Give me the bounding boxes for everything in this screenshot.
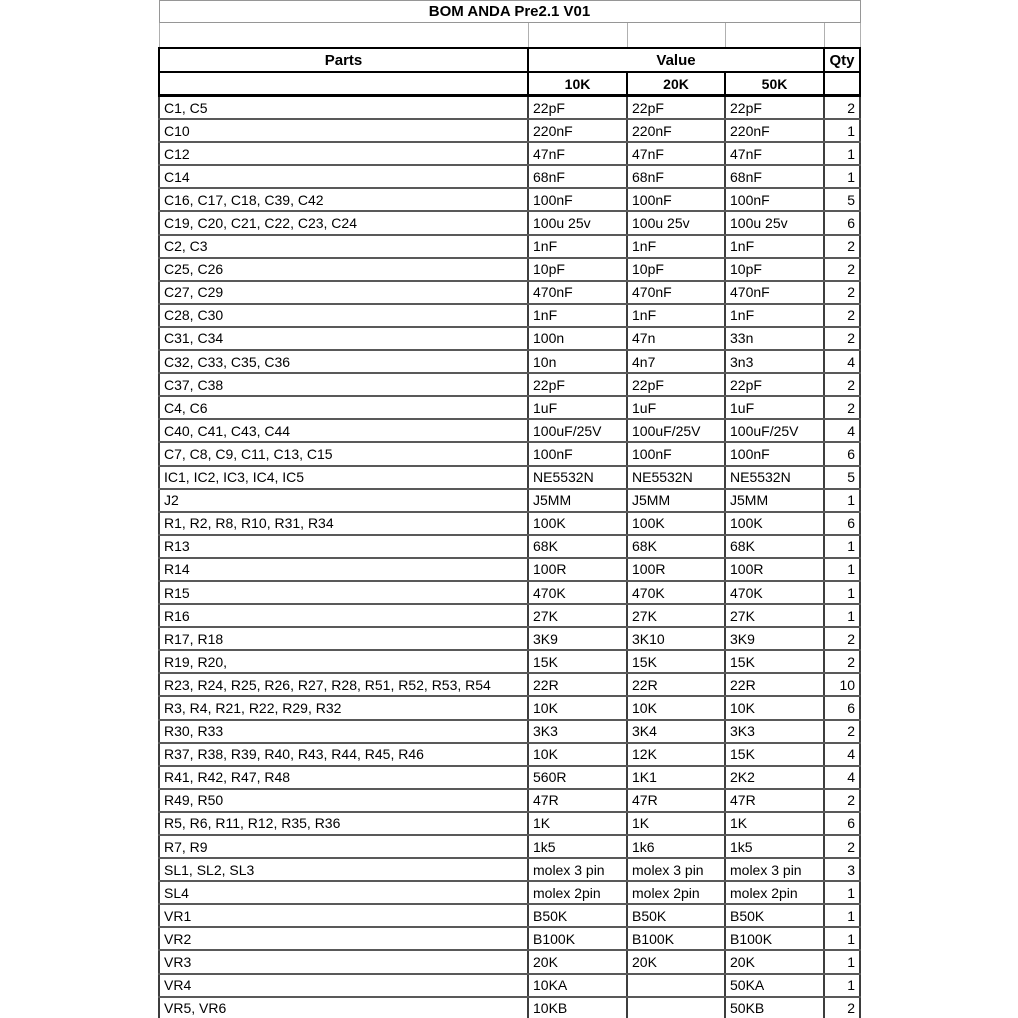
variant-header-qty-blank — [824, 72, 860, 96]
column-header-parts: Parts — [159, 48, 528, 72]
qty-cell: 1 — [824, 119, 860, 142]
value-20k-cell: 47R — [627, 789, 725, 812]
parts-cell: SL4 — [159, 881, 528, 904]
value-10k-cell: 47nF — [528, 142, 627, 165]
qty-cell: 5 — [824, 466, 860, 489]
value-50k-cell: 68nF — [725, 165, 824, 188]
table-row — [159, 512, 860, 535]
value-50k-cell: 10K — [725, 696, 824, 719]
value-20k-cell: 100u 25v — [627, 211, 725, 234]
parts-cell: R17, R18 — [159, 627, 528, 650]
parts-cell: C2, C3 — [159, 235, 528, 258]
spacer-cell — [528, 23, 627, 49]
parts-cell: R30, R33 — [159, 720, 528, 743]
value-20k-cell: 100nF — [627, 442, 725, 465]
parts-cell: C7, C8, C9, C11, C13, C15 — [159, 442, 528, 465]
value-10k-cell: 20K — [528, 950, 627, 973]
variant-header-blank — [159, 72, 528, 96]
value-10k-cell: 1uF — [528, 396, 627, 419]
value-10k-cell: B50K — [528, 904, 627, 927]
value-10k-cell: molex 2pin — [528, 881, 627, 904]
qty-cell: 2 — [824, 235, 860, 258]
value-50k-cell: 47R — [725, 789, 824, 812]
value-10k-cell: 100u 25v — [528, 211, 627, 234]
value-50k-cell: J5MM — [725, 489, 824, 512]
header-row — [159, 48, 860, 72]
parts-cell: R49, R50 — [159, 789, 528, 812]
qty-cell: 1 — [824, 558, 860, 581]
value-50k-cell: 47nF — [725, 142, 824, 165]
value-20k-cell: 1uF — [627, 396, 725, 419]
title-row — [159, 1, 860, 23]
qty-cell: 2 — [824, 627, 860, 650]
qty-cell: 5 — [824, 188, 860, 211]
parts-cell: SL1, SL2, SL3 — [159, 858, 528, 881]
value-50k-cell: 50KB — [725, 997, 824, 1018]
table-row — [159, 627, 860, 650]
bom-table-body — [159, 96, 860, 1018]
value-50k-cell: B100K — [725, 927, 824, 950]
value-50k-cell: 22R — [725, 673, 824, 696]
value-20k-cell: 100nF — [627, 188, 725, 211]
value-50k-cell: molex 3 pin — [725, 858, 824, 881]
value-50k-cell: 68K — [725, 535, 824, 558]
value-20k-cell: 4n7 — [627, 350, 725, 373]
value-10k-cell: 100K — [528, 512, 627, 535]
value-20k-cell: 22pF — [627, 373, 725, 396]
parts-cell: VR1 — [159, 904, 528, 927]
parts-cell: R7, R9 — [159, 835, 528, 858]
value-50k-cell: NE5532N — [725, 466, 824, 489]
table-row — [159, 419, 860, 442]
value-50k-cell: 20K — [725, 950, 824, 973]
qty-cell: 2 — [824, 304, 860, 327]
value-10k-cell: NE5532N — [528, 466, 627, 489]
value-20k-cell: 3K4 — [627, 720, 725, 743]
parts-cell: R13 — [159, 535, 528, 558]
value-50k-cell: 100nF — [725, 188, 824, 211]
value-10k-cell: 10KA — [528, 974, 627, 997]
value-10k-cell: 470K — [528, 581, 627, 604]
value-50k-cell: 100R — [725, 558, 824, 581]
value-10k-cell: 100nF — [528, 442, 627, 465]
bom-sheet — [158, 0, 861, 1018]
value-20k-cell: 10pF — [627, 258, 725, 281]
variant-header-row — [159, 72, 860, 96]
value-20k-cell: 10K — [627, 696, 725, 719]
value-50k-cell: 22pF — [725, 96, 824, 120]
value-10k-cell: 22pF — [528, 373, 627, 396]
qty-cell: 3 — [824, 858, 860, 881]
value-50k-cell: 1uF — [725, 396, 824, 419]
value-20k-cell: 1nF — [627, 235, 725, 258]
value-10k-cell: 1k5 — [528, 835, 627, 858]
parts-cell: VR4 — [159, 974, 528, 997]
table-row — [159, 188, 860, 211]
parts-cell: R23, R24, R25, R26, R27, R28, R51, R52, R53, R54 — [159, 673, 528, 696]
value-10k-cell: 10KB — [528, 997, 627, 1018]
table-row — [159, 535, 860, 558]
value-20k-cell: 1K1 — [627, 766, 725, 789]
value-20k-cell: 12K — [627, 743, 725, 766]
table-row — [159, 581, 860, 604]
parts-cell: R37, R38, R39, R40, R43, R44, R45, R46 — [159, 743, 528, 766]
qty-cell: 1 — [824, 904, 860, 927]
value-10k-cell: J5MM — [528, 489, 627, 512]
value-50k-cell: 220nF — [725, 119, 824, 142]
parts-cell: C1, C5 — [159, 96, 528, 120]
table-row — [159, 350, 860, 373]
table-row — [159, 119, 860, 142]
table-row — [159, 743, 860, 766]
value-20k-cell: molex 2pin — [627, 881, 725, 904]
parts-cell: C28, C30 — [159, 304, 528, 327]
table-row — [159, 96, 860, 120]
variant-header-10k: 10K — [528, 72, 627, 96]
value-50k-cell: 1nF — [725, 304, 824, 327]
value-10k-cell: 100n — [528, 327, 627, 350]
qty-cell: 2 — [824, 96, 860, 120]
qty-cell: 1 — [824, 581, 860, 604]
value-10k-cell: 10K — [528, 696, 627, 719]
qty-cell: 6 — [824, 696, 860, 719]
table-row — [159, 789, 860, 812]
value-50k-cell: 3n3 — [725, 350, 824, 373]
value-10k-cell: 100nF — [528, 188, 627, 211]
parts-cell: VR5, VR6 — [159, 997, 528, 1018]
value-10k-cell: 560R — [528, 766, 627, 789]
qty-cell: 2 — [824, 327, 860, 350]
value-20k-cell: B100K — [627, 927, 725, 950]
table-row — [159, 766, 860, 789]
qty-cell: 6 — [824, 442, 860, 465]
parts-cell: C32, C33, C35, C36 — [159, 350, 528, 373]
value-20k-cell — [627, 974, 725, 997]
value-10k-cell: 470nF — [528, 281, 627, 304]
value-10k-cell: B100K — [528, 927, 627, 950]
value-10k-cell: 1K — [528, 812, 627, 835]
qty-cell: 6 — [824, 211, 860, 234]
column-header-qty: Qty — [824, 48, 860, 72]
value-20k-cell: 1k6 — [627, 835, 725, 858]
value-20k-cell: 3K10 — [627, 627, 725, 650]
value-20k-cell: 100uF/25V — [627, 419, 725, 442]
value-20k-cell: 15K — [627, 650, 725, 673]
qty-cell: 4 — [824, 350, 860, 373]
value-20k-cell: NE5532N — [627, 466, 725, 489]
parts-cell: C27, C29 — [159, 281, 528, 304]
table-row — [159, 281, 860, 304]
table-row — [159, 396, 860, 419]
table-row — [159, 373, 860, 396]
table-row — [159, 165, 860, 188]
table-row — [159, 927, 860, 950]
table-row — [159, 858, 860, 881]
qty-cell: 1 — [824, 974, 860, 997]
table-row — [159, 950, 860, 973]
bom-table — [158, 0, 861, 1018]
table-row — [159, 835, 860, 858]
value-10k-cell: 22R — [528, 673, 627, 696]
value-50k-cell: 100uF/25V — [725, 419, 824, 442]
parts-cell: C19, C20, C21, C22, C23, C24 — [159, 211, 528, 234]
value-20k-cell: 1nF — [627, 304, 725, 327]
table-row — [159, 696, 860, 719]
qty-cell: 6 — [824, 812, 860, 835]
value-50k-cell: 3K9 — [725, 627, 824, 650]
qty-cell: 1 — [824, 535, 860, 558]
value-20k-cell: J5MM — [627, 489, 725, 512]
value-50k-cell: 470nF — [725, 281, 824, 304]
value-20k-cell: molex 3 pin — [627, 858, 725, 881]
qty-cell: 10 — [824, 673, 860, 696]
value-20k-cell: 220nF — [627, 119, 725, 142]
qty-cell: 6 — [824, 512, 860, 535]
parts-cell: C10 — [159, 119, 528, 142]
parts-cell: C31, C34 — [159, 327, 528, 350]
sheet-title: BOM ANDA Pre2.1 V01 — [159, 1, 860, 23]
table-row — [159, 142, 860, 165]
value-10k-cell: 47R — [528, 789, 627, 812]
qty-cell: 1 — [824, 927, 860, 950]
variant-header-50k: 50K — [725, 72, 824, 96]
spacer-cell — [159, 23, 528, 49]
parts-cell: C40, C41, C43, C44 — [159, 419, 528, 442]
table-row — [159, 650, 860, 673]
value-20k-cell: 100R — [627, 558, 725, 581]
parts-cell: R1, R2, R8, R10, R31, R34 — [159, 512, 528, 535]
table-row — [159, 327, 860, 350]
value-20k-cell: 27K — [627, 604, 725, 627]
table-row — [159, 604, 860, 627]
value-50k-cell: 27K — [725, 604, 824, 627]
value-50k-cell: 50KA — [725, 974, 824, 997]
value-20k-cell: 470K — [627, 581, 725, 604]
qty-cell: 2 — [824, 650, 860, 673]
parts-cell: C14 — [159, 165, 528, 188]
qty-cell: 2 — [824, 396, 860, 419]
qty-cell: 1 — [824, 142, 860, 165]
qty-cell: 2 — [824, 373, 860, 396]
qty-cell: 2 — [824, 997, 860, 1018]
value-20k-cell: 100K — [627, 512, 725, 535]
spacer-row — [159, 23, 860, 49]
table-row — [159, 673, 860, 696]
table-row — [159, 558, 860, 581]
value-50k-cell: 15K — [725, 650, 824, 673]
value-20k-cell: 47n — [627, 327, 725, 350]
parts-cell: R16 — [159, 604, 528, 627]
value-50k-cell: 470K — [725, 581, 824, 604]
qty-cell: 4 — [824, 743, 860, 766]
value-20k-cell: B50K — [627, 904, 725, 927]
qty-cell: 4 — [824, 419, 860, 442]
table-row — [159, 812, 860, 835]
value-10k-cell: 3K9 — [528, 627, 627, 650]
table-row — [159, 466, 860, 489]
value-10k-cell: molex 3 pin — [528, 858, 627, 881]
value-10k-cell: 1nF — [528, 235, 627, 258]
table-row — [159, 258, 860, 281]
value-20k-cell: 68K — [627, 535, 725, 558]
value-50k-cell: 1K — [725, 812, 824, 835]
parts-cell: R41, R42, R47, R48 — [159, 766, 528, 789]
value-10k-cell: 100uF/25V — [528, 419, 627, 442]
qty-cell: 2 — [824, 258, 860, 281]
parts-cell: R14 — [159, 558, 528, 581]
parts-cell: C25, C26 — [159, 258, 528, 281]
table-row — [159, 881, 860, 904]
value-50k-cell: 100nF — [725, 442, 824, 465]
parts-cell: R3, R4, R21, R22, R29, R32 — [159, 696, 528, 719]
qty-cell: 1 — [824, 165, 860, 188]
value-10k-cell: 1nF — [528, 304, 627, 327]
parts-cell: IC1, IC2, IC3, IC4, IC5 — [159, 466, 528, 489]
value-50k-cell: 1nF — [725, 235, 824, 258]
table-row — [159, 304, 860, 327]
qty-cell: 1 — [824, 604, 860, 627]
value-20k-cell: 22R — [627, 673, 725, 696]
qty-cell: 2 — [824, 720, 860, 743]
parts-cell: C37, C38 — [159, 373, 528, 396]
parts-cell: R15 — [159, 581, 528, 604]
value-50k-cell: 15K — [725, 743, 824, 766]
value-20k-cell — [627, 997, 725, 1018]
value-50k-cell: 3K3 — [725, 720, 824, 743]
spacer-cell — [627, 23, 725, 49]
value-50k-cell: 10pF — [725, 258, 824, 281]
parts-cell: R5, R6, R11, R12, R35, R36 — [159, 812, 528, 835]
value-10k-cell: 10pF — [528, 258, 627, 281]
table-row — [159, 235, 860, 258]
value-50k-cell: 33n — [725, 327, 824, 350]
value-50k-cell: B50K — [725, 904, 824, 927]
qty-cell: 4 — [824, 766, 860, 789]
table-row — [159, 904, 860, 927]
column-header-value: Value — [528, 48, 824, 72]
qty-cell: 1 — [824, 950, 860, 973]
parts-cell: C12 — [159, 142, 528, 165]
qty-cell: 2 — [824, 835, 860, 858]
parts-cell: VR3 — [159, 950, 528, 973]
parts-cell: R19, R20, — [159, 650, 528, 673]
table-row — [159, 489, 860, 512]
qty-cell: 1 — [824, 489, 860, 512]
parts-cell: J2 — [159, 489, 528, 512]
value-50k-cell: 100K — [725, 512, 824, 535]
value-20k-cell: 1K — [627, 812, 725, 835]
value-10k-cell: 10K — [528, 743, 627, 766]
value-10k-cell: 10n — [528, 350, 627, 373]
qty-cell: 2 — [824, 789, 860, 812]
value-10k-cell: 3K3 — [528, 720, 627, 743]
value-20k-cell: 470nF — [627, 281, 725, 304]
value-20k-cell: 68nF — [627, 165, 725, 188]
parts-cell: C16, C17, C18, C39, C42 — [159, 188, 528, 211]
value-10k-cell: 15K — [528, 650, 627, 673]
spacer-cell — [824, 23, 860, 49]
value-10k-cell: 68K — [528, 535, 627, 558]
value-20k-cell: 47nF — [627, 142, 725, 165]
value-10k-cell: 100R — [528, 558, 627, 581]
qty-cell: 1 — [824, 881, 860, 904]
variant-header-20k: 20K — [627, 72, 725, 96]
qty-cell: 2 — [824, 281, 860, 304]
value-10k-cell: 27K — [528, 604, 627, 627]
value-50k-cell: 22pF — [725, 373, 824, 396]
parts-cell: VR2 — [159, 927, 528, 950]
value-50k-cell: 1k5 — [725, 835, 824, 858]
value-10k-cell: 22pF — [528, 96, 627, 120]
table-row — [159, 974, 860, 997]
value-50k-cell: 100u 25v — [725, 211, 824, 234]
value-10k-cell: 68nF — [528, 165, 627, 188]
value-10k-cell: 220nF — [528, 119, 627, 142]
table-row — [159, 997, 860, 1018]
value-20k-cell: 20K — [627, 950, 725, 973]
table-row — [159, 720, 860, 743]
table-row — [159, 211, 860, 234]
value-20k-cell: 22pF — [627, 96, 725, 120]
table-row — [159, 442, 860, 465]
parts-cell: C4, C6 — [159, 396, 528, 419]
value-50k-cell: 2K2 — [725, 766, 824, 789]
value-50k-cell: molex 2pin — [725, 881, 824, 904]
spacer-cell — [725, 23, 824, 49]
